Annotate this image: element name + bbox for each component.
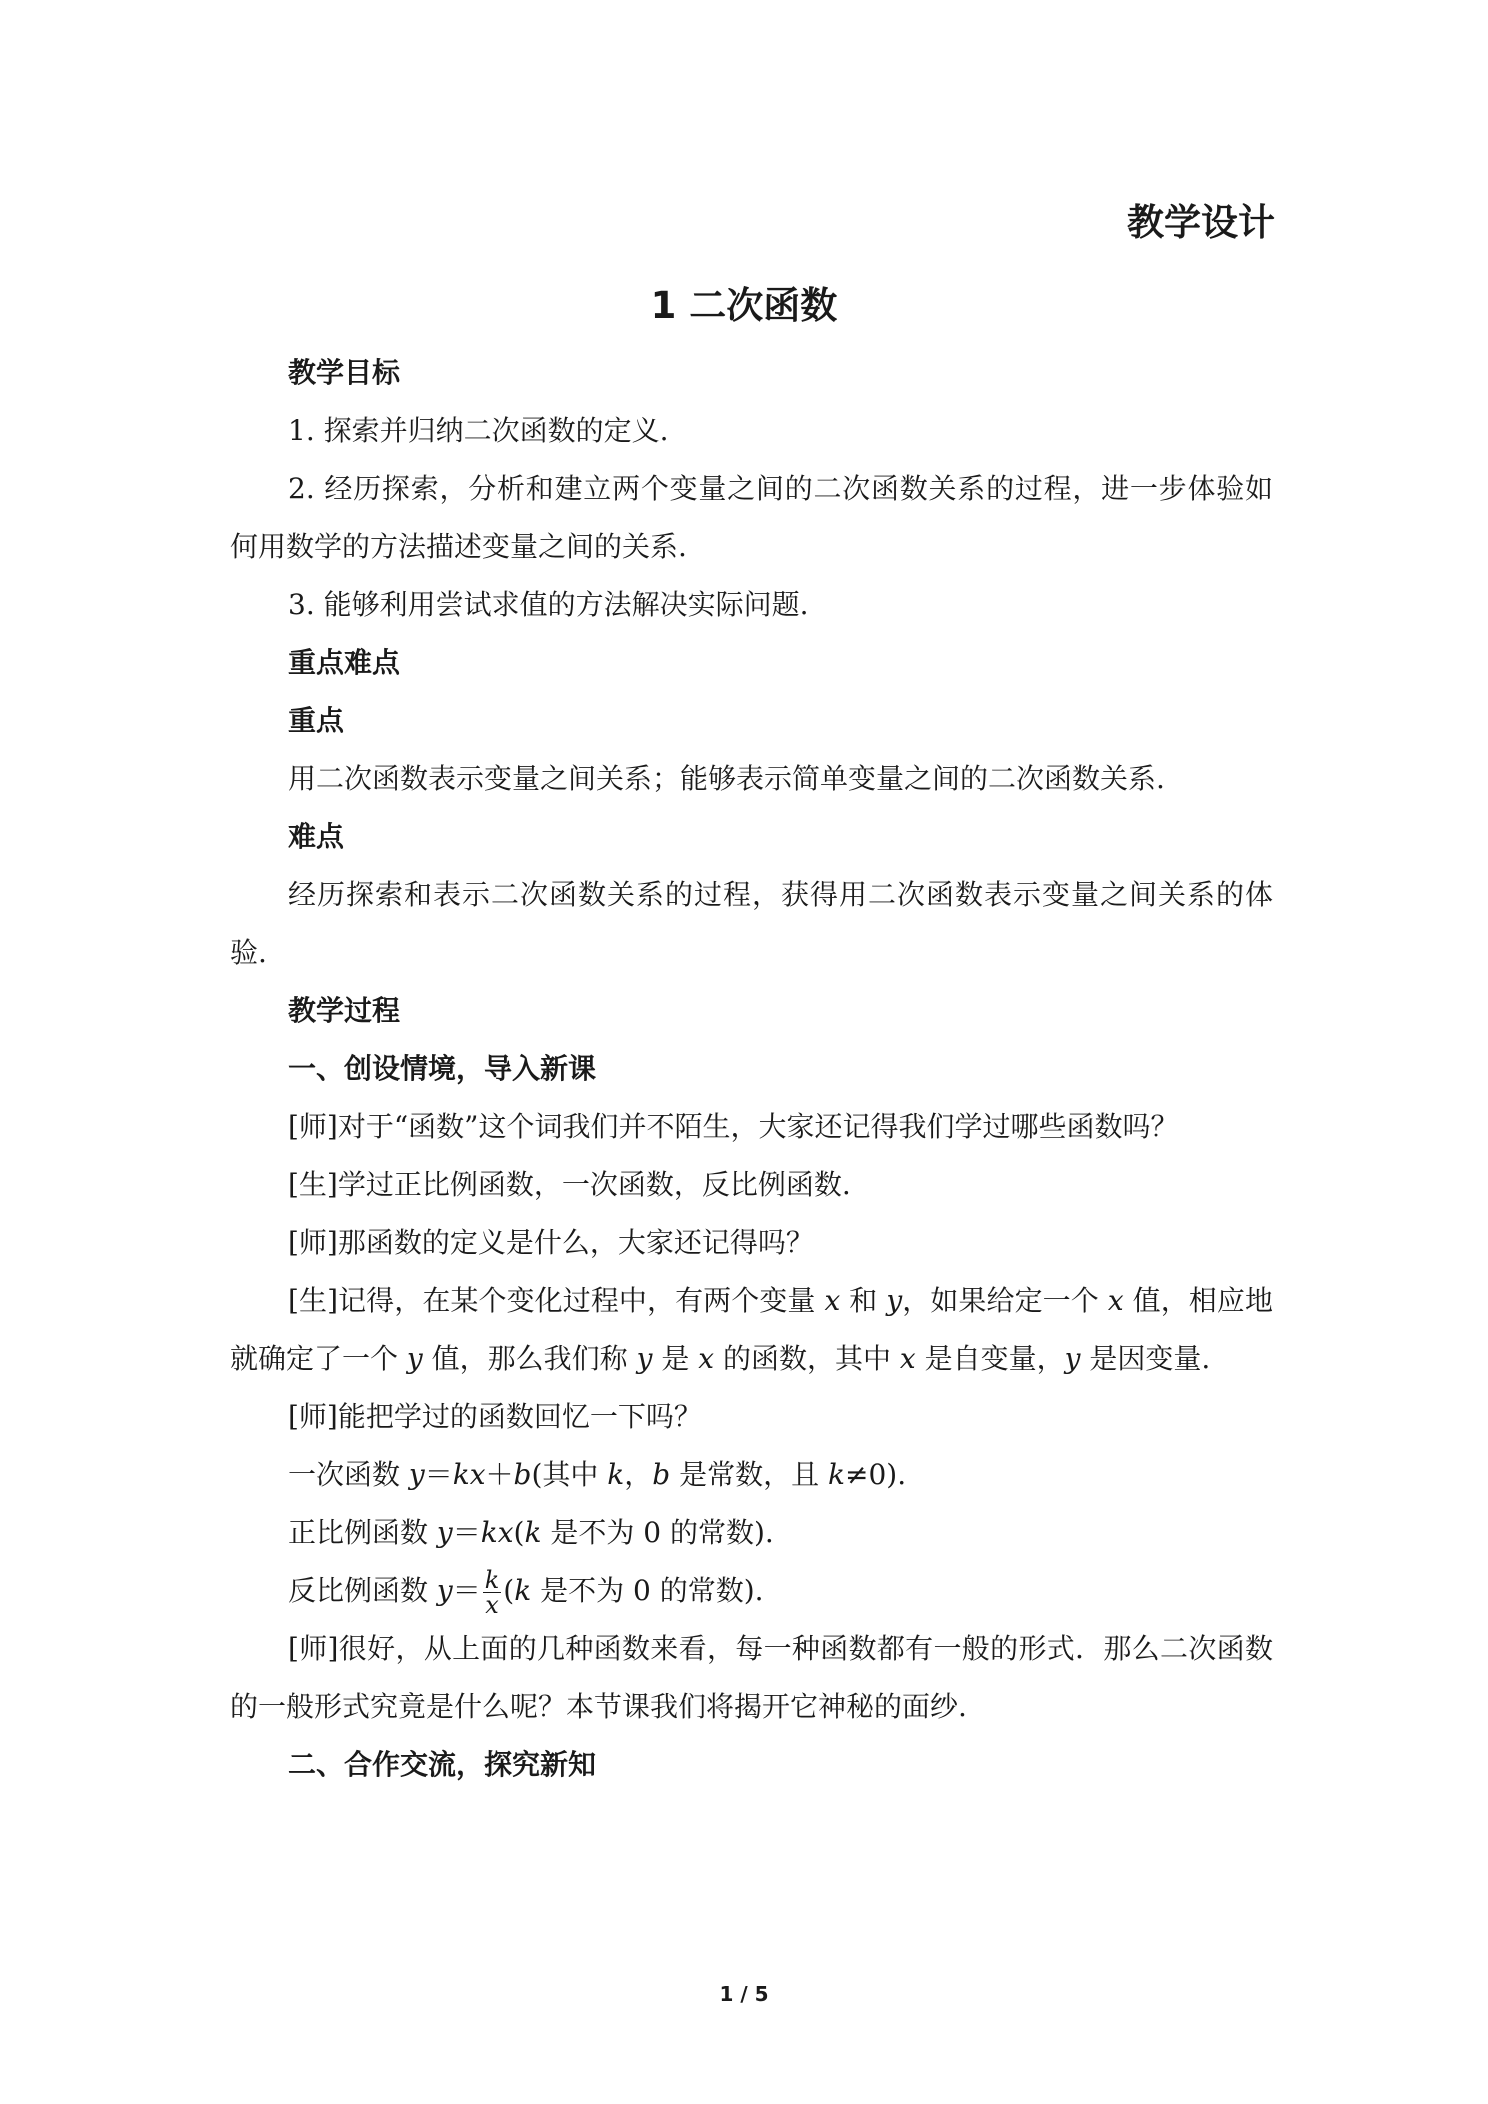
var-x: x bbox=[1107, 1284, 1124, 1317]
dialogue-line: [生]学过正比例函数，一次函数，反比例函数. bbox=[288, 1168, 851, 1201]
var-y: y bbox=[1064, 1342, 1081, 1375]
function-definition-paragraph: [生]记得，在某个变化过程中，有两个变量 x 和 y，如果给定一个 x 值，相应地就确定了一个 y 值，那么我们称 y 是 x 的函数，其中 x 是自变量，y 是因变量. bbox=[230, 1284, 1273, 1375]
var-x: x bbox=[698, 1342, 715, 1375]
var-y: y bbox=[406, 1342, 423, 1375]
proportional-function-formula: 正比例函数 y＝kx(k 是不为 0 的常数). bbox=[288, 1516, 774, 1549]
var-x: x bbox=[899, 1342, 916, 1375]
dialogue-line: [师]那函数的定义是什么，大家还记得吗？ bbox=[288, 1226, 814, 1259]
process-heading: 教学过程 bbox=[288, 994, 401, 1027]
dialogue-line: [师]对于“函数”这个词我们并不陌生，大家还记得我们学过哪些函数吗？ bbox=[288, 1110, 1179, 1143]
difficult-text: 经历探索和表示二次函数关系的过程，获得用二次函数表示变量之间关系的体验. bbox=[230, 878, 1273, 969]
document-body bbox=[230, 344, 1273, 1794]
key-label: 重点 bbox=[288, 704, 345, 737]
key-points-heading: 重点难点 bbox=[288, 646, 401, 679]
lesson-title: 1 二次函数 bbox=[650, 284, 838, 327]
document-type-label: 教学设计 bbox=[1127, 201, 1275, 244]
inverse-function-formula: 反比例函数 y＝ $\frac{k}{x}$ (k 是不为 0 的常数). bbox=[288, 1566, 764, 1619]
section-title: 一、创设情境，导入新课 bbox=[288, 1052, 597, 1085]
fraction-k-over-x: $\frac{k}{x}$ bbox=[484, 1566, 500, 1619]
objectives-heading: 教学目标 bbox=[288, 356, 401, 389]
difficult-label: 难点 bbox=[288, 820, 345, 853]
var-y: y bbox=[886, 1284, 903, 1317]
section-title: 二、合作交流，探究新知 bbox=[288, 1748, 597, 1781]
objective-item: 2. 经历探索，分析和建立两个变量之间的二次函数关系的过程，进一步体验如何用数学的方法描述变量之间的关系. bbox=[230, 472, 1273, 563]
objective-item: 1. 探索并归纳二次函数的定义. bbox=[288, 414, 669, 447]
page-number: 1 / 5 bbox=[719, 1982, 769, 2006]
objective-item: 3. 能够利用尝试求值的方法解决实际问题. bbox=[288, 588, 809, 621]
linear-function-formula: 一次函数 y＝kx＋b(其中 k，b 是常数，且 k≠0). bbox=[288, 1458, 907, 1491]
dialogue-line: [师]很好，从上面的几种函数来看，每一种函数都有一般的形式．那么二次函数的一般形式究竟是什么呢？本节课我们将揭开它神秘的面纱. bbox=[230, 1632, 1273, 1723]
var-y: y bbox=[636, 1342, 653, 1375]
dialogue-line: [师]能把学过的函数回忆一下吗？ bbox=[288, 1400, 702, 1433]
var-x: x bbox=[824, 1284, 841, 1317]
key-text: 用二次函数表示变量之间关系；能够表示简单变量之间的二次函数关系. bbox=[288, 762, 1165, 795]
